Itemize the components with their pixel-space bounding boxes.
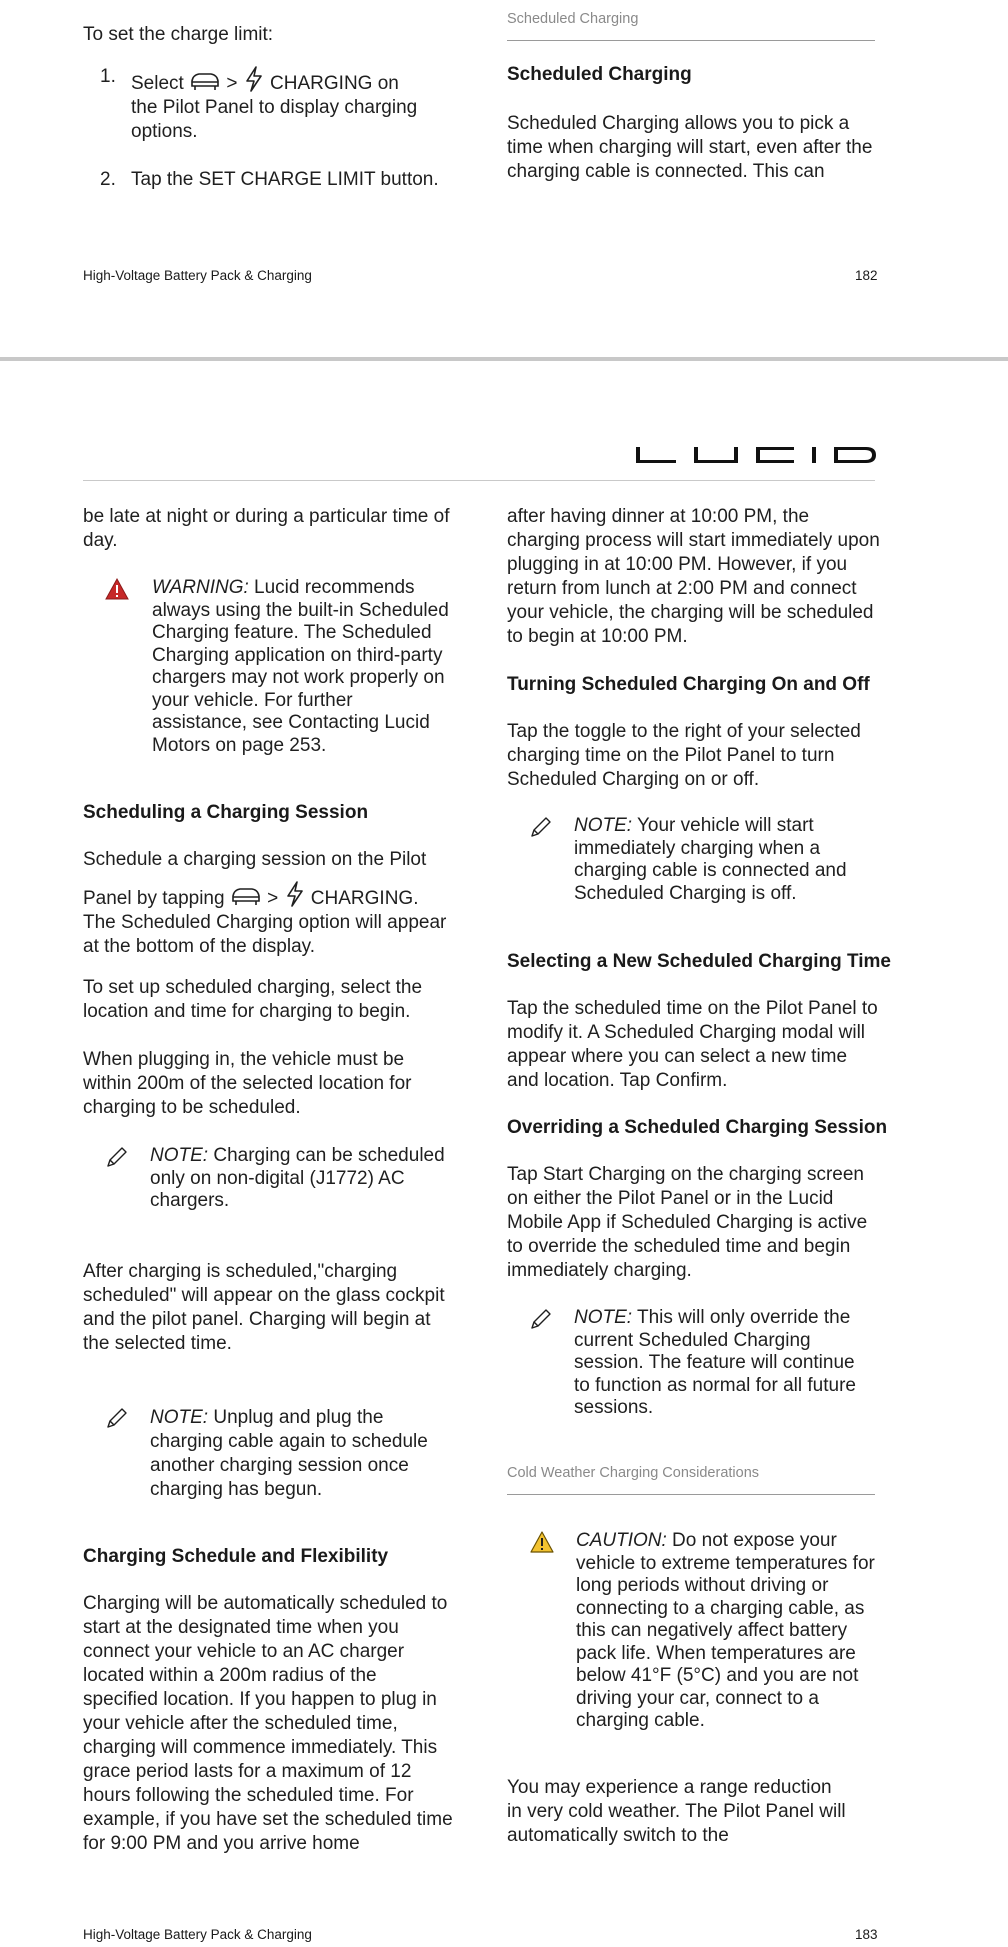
note-text: Your vehicle will start immediately charging when a charging cable is connected and Scheduled Charging is off. xyxy=(574,815,847,904)
note-text: This will only override the current Scheduled Charging session. The feature will continue to function as normal for all future sessions. xyxy=(574,1307,856,1418)
paragraph-after-scheduled: After charging is scheduled,"charging scheduled" will appear on the glass cockpit and the pilot panel. Charging will begin at the selected time. xyxy=(83,1261,445,1354)
step-text: options. xyxy=(131,121,198,142)
step-number: 2. xyxy=(100,169,116,190)
pencil-note-icon xyxy=(105,1406,129,1430)
note-block-override xyxy=(574,1307,874,1420)
section-divider xyxy=(507,1494,875,1495)
section-label-scheduled-charging: Scheduled Charging xyxy=(507,11,639,27)
note-label: NOTE: xyxy=(574,815,633,836)
paragraph-plugging-in: When plugging in, the vehicle must be within 200m of the selected location for charging to be scheduled. xyxy=(83,1049,412,1118)
heading-override: Overriding a Scheduled Charging Session xyxy=(507,1117,888,1138)
warning-label: WARNING: xyxy=(152,577,249,598)
footer-chapter: High-Voltage Battery Pack & Charging xyxy=(83,268,312,283)
car-icon xyxy=(230,886,262,908)
step-text: CHARGING on xyxy=(270,73,399,94)
lucid-logo-mark xyxy=(636,446,876,464)
paragraph-toggle: Tap the toggle to the right of your selected charging time on the Pilot Panel to turn Scheduled Charging on or off. xyxy=(507,721,861,790)
section-divider xyxy=(507,40,875,41)
heading-scheduling-session: Scheduling a Charging Session xyxy=(83,802,369,823)
lightning-bolt-icon xyxy=(284,880,306,908)
charge-limit-steps xyxy=(83,65,483,192)
warning-triangle-icon xyxy=(105,577,129,601)
step-separator: > xyxy=(226,73,238,94)
footer-page-number: 182 xyxy=(855,268,878,283)
footer-chapter: High-Voltage Battery Pack & Charging xyxy=(83,1927,312,1942)
caution-block xyxy=(576,1530,876,1733)
caution-label: CAUTION: xyxy=(576,1530,667,1551)
lucid-logo xyxy=(636,446,876,469)
step-number: 1. xyxy=(100,66,116,87)
pencil-note-icon xyxy=(529,1307,553,1331)
heading-toggle-scheduled: Turning Scheduled Charging On and Off xyxy=(507,674,870,695)
paragraph-schedule-session xyxy=(83,848,458,959)
schedule-separator: > xyxy=(267,888,279,909)
step-1 xyxy=(83,65,483,144)
schedule-text-line2 xyxy=(83,880,418,911)
warning-block xyxy=(152,577,452,757)
paragraph-override: Tap Start Charging on the charging screen on either the Pilot Panel or in the Lucid Mobile App if Scheduled Charging is active to override the scheduled time and begin immediately charging. xyxy=(507,1164,868,1281)
step-text: Tap the SET CHARGE LIMIT button. xyxy=(131,169,439,190)
note-label: NOTE: xyxy=(150,1407,209,1428)
caution-text: Do not expose your vehicle to extreme temperatures for long periods without driving or connecting to a charging cable, as this can negatively affect battery pack life. When temperatures are below 41°F (5°C) and you are not driving your car, connect to a charging cable. xyxy=(576,1530,875,1731)
step-text: Select xyxy=(131,73,184,94)
charge-limit-intro: To set the charge limit: xyxy=(83,24,274,45)
paragraph-set-up: To set up scheduled charging, select the location and time for charging to begin. xyxy=(83,977,423,1022)
heading-new-time: Selecting a New Scheduled Charging Time xyxy=(507,951,891,972)
footer-page-number: 183 xyxy=(855,1927,878,1942)
step-2 xyxy=(83,168,483,192)
note-label: NOTE: xyxy=(150,1145,209,1166)
header-divider xyxy=(83,480,875,481)
note-text: Unplug and plug the charging cable again to schedule another charging session once charging has begun. xyxy=(150,1407,428,1500)
note-text: Charging can be scheduled only on non-digital (J1772) AC chargers. xyxy=(150,1145,445,1211)
schedule-text: Panel by tapping xyxy=(83,888,225,909)
note-block-unplug xyxy=(150,1406,450,1502)
note-label: NOTE: xyxy=(574,1307,633,1328)
paragraph-new-time: Tap the scheduled time on the Pilot Panel to modify it. A Scheduled Charging modal will appear where you can select a new time and location. Tap Confirm. xyxy=(507,998,878,1091)
pencil-note-icon xyxy=(529,815,553,839)
pencil-note-icon xyxy=(105,1145,129,1169)
paragraph-cold-weather: You may experience a range reduction in very cold weather. The Pilot Panel will automatically switch to the xyxy=(507,1777,846,1846)
schedule-text-line3: The Scheduled Charging option will appear at the bottom of the display. xyxy=(83,912,447,957)
paragraph-scheduled-charging-intro: Scheduled Charging allows you to pick a time when charging will start, even after the charging cable is connected. This can xyxy=(507,113,873,182)
heading-schedule-flexibility: Charging Schedule and Flexibility xyxy=(83,1546,389,1567)
paragraph-continued-right: after having dinner at 10:00 PM, the charging process will start immediately upon plugging in at 10:00 PM. However, if you return from lunch at 2:00 PM and connect your vehicle, the charging will be scheduled to begin at 10:00 PM. xyxy=(507,506,880,647)
note-block-immediate xyxy=(574,815,874,905)
car-icon xyxy=(189,71,221,93)
warning-text: Lucid recommends always using the built-in Scheduled Charging feature. The Scheduled Charging application on third-party chargers may not work properly on your vehicle. For further assistance, see Contacting Lucid Motors on page 253. xyxy=(152,577,449,756)
lightning-bolt-icon xyxy=(243,65,265,93)
heading-scheduled-charging: Scheduled Charging xyxy=(507,64,692,85)
note-block-j1772 xyxy=(150,1145,450,1213)
schedule-text-line1: Schedule a charging session on the Pilot xyxy=(83,849,427,870)
step-text: the Pilot Panel to display charging xyxy=(131,97,418,118)
schedule-text: CHARGING. xyxy=(310,888,419,909)
section-label-cold-weather: Cold Weather Charging Considerations xyxy=(507,1465,760,1481)
paragraph-schedule-flexibility: Charging will be automatically scheduled to start at the designated time when you connect your vehicle to an AC charger located within a 200m radius of the specified location. If you happen to plug in your vehicle after the scheduled time, charging will commence immediately. This grace period lasts for a maximum of 12 hours following the scheduled time. For example, if you have set the scheduled time for 9:00 PM and you arrive home xyxy=(83,1593,453,1854)
caution-triangle-icon xyxy=(530,1530,554,1554)
page-break xyxy=(0,357,1008,361)
paragraph-continued-left: be late at night or during a particular time of day. xyxy=(83,506,450,551)
